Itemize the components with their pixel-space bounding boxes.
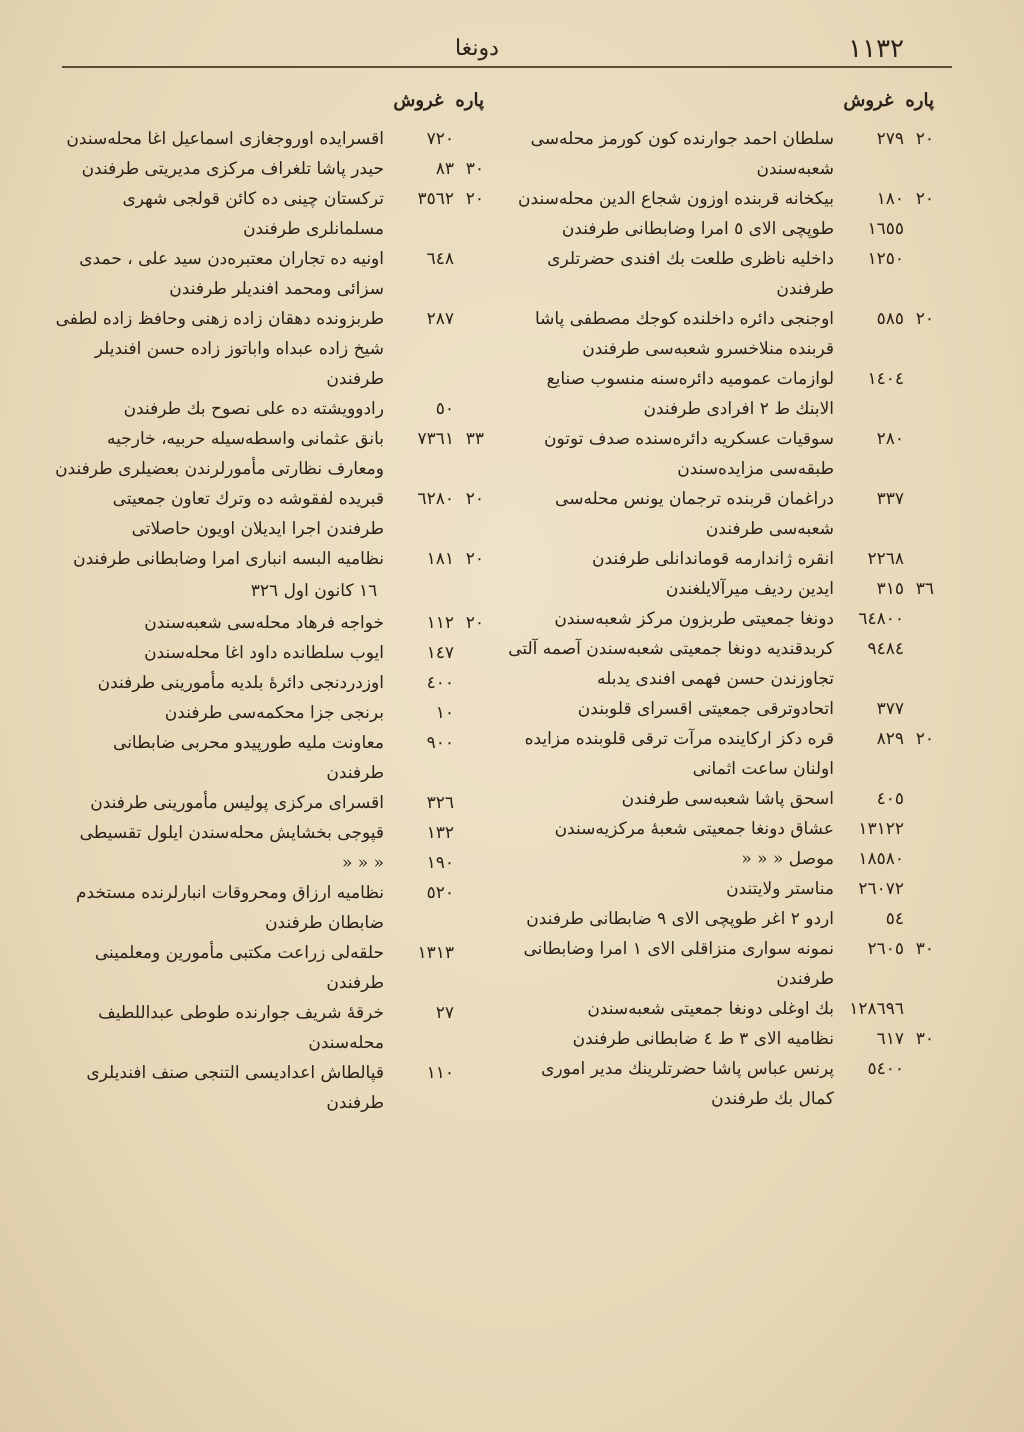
ledger-entry bbox=[504, 904, 934, 934]
kurus-amount: ١٨٥٨٠ bbox=[858, 849, 904, 869]
kurus-amount: ٢٦٠٥ bbox=[867, 939, 904, 959]
entry-description: كربدقنديه دونغا جمعيتى شعبه‌سندن آصمه آلتى تجاوزندن حسن فهمى افندى يدبله bbox=[508, 639, 834, 689]
ledger-entry bbox=[504, 604, 934, 634]
entry-description: بك اوغلى دونغا جمعيتى شعبه‌سندن bbox=[587, 999, 834, 1019]
entry-description: موصل « « « bbox=[741, 849, 834, 869]
ledger-entry bbox=[504, 874, 934, 904]
ledger-entry bbox=[54, 1058, 484, 1118]
entry-description: نمونه سوارى منزاقلى الاى ١ امرا وضابطانى طرفندن bbox=[523, 939, 834, 989]
entry-description: انقره ژاندارمه قوماندانلى طرفندن bbox=[592, 549, 834, 569]
kurus-amount: ٦٤٨ bbox=[426, 249, 454, 269]
para-amount: ٣٠ bbox=[915, 939, 934, 959]
running-head: دونغا bbox=[455, 36, 499, 61]
entry-description: حيدر پاشا تلغراف مركزى مديريتى طرفندن bbox=[81, 159, 384, 179]
left-column bbox=[54, 90, 484, 1118]
kurus-amount: ٣٥٦٢ bbox=[417, 189, 454, 209]
column-header bbox=[504, 90, 934, 124]
kurus-amount: ١١٢ bbox=[426, 613, 454, 633]
entry-description: اوزدردنجى دائرهٔ بلديه مأمورينى طرفندن bbox=[97, 673, 384, 693]
ledger-entry bbox=[504, 1054, 934, 1114]
kurus-amount: ١٦٥٥ bbox=[867, 219, 904, 239]
ledger-entry bbox=[504, 544, 934, 574]
ledger-entry bbox=[504, 784, 934, 814]
kurus-amount: ٢٢٦٨ bbox=[867, 549, 904, 569]
entry-description: قبريده لفقوشه ده وترك تعاون جمعيتى طرفندن اجرا ايديلان اويون حاصلاتى bbox=[112, 489, 384, 539]
ledger-entry bbox=[54, 608, 484, 638]
ledger-entry bbox=[54, 544, 484, 574]
kurus-amount: ١٣١٣ bbox=[417, 943, 454, 963]
entry-description: قپوجى بخشايش محله‌سندن ايلول تقسيطى bbox=[79, 823, 384, 843]
entry-description: بانق عثمانى واسطه‌سيله حربيه، خارجيه ومعارف نظارتى مأمورلرندن بعضيلرى طرفندن bbox=[55, 429, 384, 479]
kurus-amount: ٥٤ bbox=[885, 909, 904, 929]
ledger-entry bbox=[54, 938, 484, 998]
ledger-entry bbox=[54, 698, 484, 728]
ledger-entry bbox=[54, 244, 484, 304]
entry-description: حلقه‌لى زراعت مكتبى مأمورين ومعلمينى طرفندن bbox=[94, 943, 384, 993]
kurus-amount: ٧٢٠ bbox=[426, 129, 454, 149]
entry-description: اقسراى مركزى پوليس مأمورينى طرفندن bbox=[90, 793, 384, 813]
ledger-entry bbox=[54, 484, 484, 544]
kurus-amount: ٩٠٠ bbox=[426, 733, 454, 753]
kurus-amount: ٢٧٩ bbox=[876, 129, 904, 149]
para-amount: ٣٠ bbox=[915, 1029, 934, 1049]
entry-list bbox=[54, 124, 484, 1118]
kurus-amount: ١٢٥٠ bbox=[867, 249, 904, 269]
kurus-amount: ٣٢٦ bbox=[426, 793, 454, 813]
entry-description: قره دكز اركاينده مرآت ترقى قلوبنده مزايده اولنان ساعت اثمانى bbox=[524, 729, 834, 779]
ledger-entry bbox=[504, 184, 934, 214]
ledger-entry bbox=[504, 484, 934, 544]
ledger-entry bbox=[54, 304, 484, 394]
entry-description: رادوويشته ده على نصوح بك طرفندن bbox=[123, 399, 384, 419]
ledger-entry bbox=[504, 814, 934, 844]
entry-description: مناستر ولايتندن bbox=[726, 879, 834, 899]
kurus-amount: ١٩٠ bbox=[426, 853, 454, 873]
entry-description: نظاميه البسه انبارى امرا وضابطانى طرفندن bbox=[73, 549, 384, 569]
kurus-amount: ٢٨٧ bbox=[426, 309, 454, 329]
ledger-entry bbox=[504, 574, 934, 604]
entry-description: عشاق دونغا جمعيتى شعبهٔ مركزيه‌سندن bbox=[554, 819, 834, 839]
para-amount: ٢٠ bbox=[465, 189, 484, 209]
ledger-entry bbox=[54, 154, 484, 184]
ledger-entry bbox=[54, 124, 484, 154]
column-header bbox=[54, 90, 484, 124]
ledger-entry bbox=[54, 184, 484, 244]
ledger-entry bbox=[54, 818, 484, 848]
entry-description: نظاميه الاى ٣ ط ٤ ضابطانى طرفندن bbox=[572, 1029, 834, 1049]
para-amount: ٣٣ bbox=[465, 429, 484, 449]
ledger-entry bbox=[54, 878, 484, 938]
kurus-amount: ٢٦٠٧٢ bbox=[858, 879, 904, 899]
para-amount: ٢٠ bbox=[915, 309, 934, 329]
entry-description: تركستان چينى ده كائن قولجى شهرى مسلمانلرى طرفندن bbox=[122, 189, 384, 239]
kurus-amount: ١٢٨٦٩٦ bbox=[849, 999, 904, 1019]
kurus-amount: ٤٠٥ bbox=[876, 789, 904, 809]
entry-description: ايدين رديف ميرآلايلغندن bbox=[665, 579, 834, 599]
ledger-entry bbox=[504, 994, 934, 1024]
entry-description: طوپچى الاى ٥ امرا وضابطانى طرفندن bbox=[561, 219, 834, 239]
kurus-amount: ١٣١٢٢ bbox=[858, 819, 904, 839]
kurus-amount: ١٤٠٤ bbox=[867, 369, 904, 389]
kurus-amount: ١٨٠ bbox=[876, 189, 904, 209]
ledger-entry bbox=[504, 364, 934, 424]
kurus-amount: ٩٤٨٤ bbox=[867, 639, 904, 659]
entry-description: اردو ٢ اغر طوپچى الاى ٩ ضابطانى طرفندن bbox=[526, 909, 834, 929]
entry-description: داخليه ناظرى طلعت بك افندى حضرتلرى طرفندن bbox=[547, 249, 834, 299]
ledger-entry bbox=[504, 304, 934, 364]
para-amount: ٢٠ bbox=[915, 129, 934, 149]
kurus-amount: ٦١٧ bbox=[876, 1029, 904, 1049]
kurus-header: غروش bbox=[843, 90, 894, 111]
kurus-amount: ٤٠٠ bbox=[426, 673, 454, 693]
ledger-entry bbox=[54, 668, 484, 698]
entry-description: اتحادوترقى جمعيتى اقسراى قلوبندن bbox=[577, 699, 834, 719]
entry-description: « « « bbox=[341, 853, 384, 873]
kurus-amount: ٦٢٨٠ bbox=[417, 489, 454, 509]
ledger-entry bbox=[504, 724, 934, 784]
entry-description: معاونت مليه طورپيدو محربى ضابطانى طرفندن bbox=[113, 733, 384, 783]
entry-description: سلطان احمد جوارنده كون كورمز محله‌سى شعبه‌سندن bbox=[530, 129, 834, 179]
kurus-amount: ٣٧٧ bbox=[876, 699, 904, 719]
para-amount: ٢٠ bbox=[465, 549, 484, 569]
entry-description: اونيه ده تجاران معتبره‌دن سيد على ، حمدى سزائى ومحمد افنديلر طرفندن bbox=[79, 249, 384, 299]
entry-description: نظاميه ارزاق ومحروقات انبارلرنده مستخدم ضابطان طرفندن bbox=[76, 883, 384, 933]
para-amount: ٣٦ bbox=[915, 579, 934, 599]
ledger-entry bbox=[54, 638, 484, 668]
ledger-entry bbox=[54, 848, 484, 878]
entry-description: قپالطاش اعداديسى التنجى صنف افنديلرى طرفندن bbox=[86, 1063, 384, 1113]
kurus-amount: ٥٨٥ bbox=[876, 309, 904, 329]
entry-description: خرقهٔ شريف جوارنده طوطى عبداللطيف محله‌سندن bbox=[98, 1003, 384, 1053]
kurus-amount: ٥٠ bbox=[435, 399, 454, 419]
para-amount: ٢٠ bbox=[915, 189, 934, 209]
header-rule bbox=[62, 66, 952, 76]
ledger-entry bbox=[504, 694, 934, 724]
ledger-entry bbox=[504, 844, 934, 874]
entry-list bbox=[504, 124, 934, 1114]
kurus-amount: ٧٣٦١ bbox=[417, 429, 454, 449]
page-number: ١١٣٢ bbox=[848, 34, 904, 64]
entry-description: دونغا جمعيتى طربزون مركز شعبه‌سندن bbox=[554, 609, 834, 629]
entry-description: اقسرايده اوروجغازى اسماعيل اغا محله‌سندن bbox=[66, 129, 384, 149]
kurus-amount: ٥٤٠٠ bbox=[867, 1059, 904, 1079]
para-amount: ٢٠ bbox=[465, 613, 484, 633]
ledger-entry bbox=[504, 934, 934, 994]
ledger-entry bbox=[504, 244, 934, 304]
date-line: ١٦ كانون اول ٣٢٦ bbox=[250, 581, 378, 601]
entry-description: سوقيات عسكريه دائره‌سنده صدف توتون طبقه‌سى مزايده‌سندن bbox=[543, 429, 834, 479]
kurus-amount: ١٠ bbox=[435, 703, 454, 723]
kurus-amount: ٨٢٩ bbox=[876, 729, 904, 749]
kurus-amount: ٣١٥ bbox=[876, 579, 904, 599]
ledger-entry bbox=[504, 214, 934, 244]
entry-description: اسحق پاشا شعبه‌سى طرفندن bbox=[621, 789, 834, 809]
ledger-entry bbox=[54, 998, 484, 1058]
kurus-amount: ٣٣٧ bbox=[876, 489, 904, 509]
entry-description: دراغمان قربنده ترجمان يونس محله‌سى شعبه‌سى طرفندن bbox=[555, 489, 834, 539]
para-header: پاره bbox=[905, 90, 934, 111]
right-column bbox=[504, 90, 934, 1114]
entry-description: برنجى جزا محكمه‌سى طرفندن bbox=[164, 703, 384, 723]
kurus-amount: ١٤٧ bbox=[426, 643, 454, 663]
para-amount: ٢٠ bbox=[465, 489, 484, 509]
entry-description: لوازمات عموميه دائره‌سنه منسوب صنايع الابنك ط ٢ افرادى طرفندن bbox=[546, 369, 834, 419]
kurus-amount: ٨٣ bbox=[435, 159, 454, 179]
ledger-entry bbox=[54, 394, 484, 424]
kurus-amount: ١٣٢ bbox=[426, 823, 454, 843]
ledger-entry bbox=[504, 634, 934, 694]
entry-description: طربزونده دهقان زاده زهنى وحافظ زاده لطفى شيخ زاده عبداه واباتوز زاده حسن افنديلر طرفندن bbox=[55, 309, 384, 389]
ledger-entry bbox=[504, 124, 934, 184]
kurus-header: غروش bbox=[393, 90, 444, 111]
entry-description: ايوب سلطانده داود اغا محله‌سندن bbox=[144, 643, 384, 663]
para-header: پاره bbox=[455, 90, 484, 111]
entry-description: اوجنجى دائره داخلنده كوجك مصطفى پاشا قربنده منلاخسرو شعبه‌سى طرفندن bbox=[534, 309, 834, 359]
kurus-amount: ٦٤٨٠٠ bbox=[858, 609, 904, 629]
kurus-amount: ٥٢٠ bbox=[426, 883, 454, 903]
ledger-entry bbox=[504, 1024, 934, 1054]
ledger-entry bbox=[504, 424, 934, 484]
kurus-amount: ٢٨٠ bbox=[876, 429, 904, 449]
ledger-entry bbox=[54, 424, 484, 484]
entry-description: بيكخانه قربنده اوزون شجاع الدين محله‌سندن bbox=[518, 189, 834, 209]
para-amount: ٣٠ bbox=[465, 159, 484, 179]
kurus-amount: ١١٠ bbox=[426, 1063, 454, 1083]
ledger-entry bbox=[54, 788, 484, 818]
kurus-amount: ٢٧ bbox=[435, 1003, 454, 1023]
entry-description: پرنس عباس پاشا حضرتلرينك مدير امورى كمال بك طرفندن bbox=[541, 1059, 834, 1109]
ledger-entry bbox=[54, 728, 484, 788]
kurus-amount: ١٨١ bbox=[426, 549, 454, 569]
para-amount: ٢٠ bbox=[915, 729, 934, 749]
entry-description: خواجه فرهاد محله‌سى شعبه‌سندن bbox=[144, 613, 384, 633]
